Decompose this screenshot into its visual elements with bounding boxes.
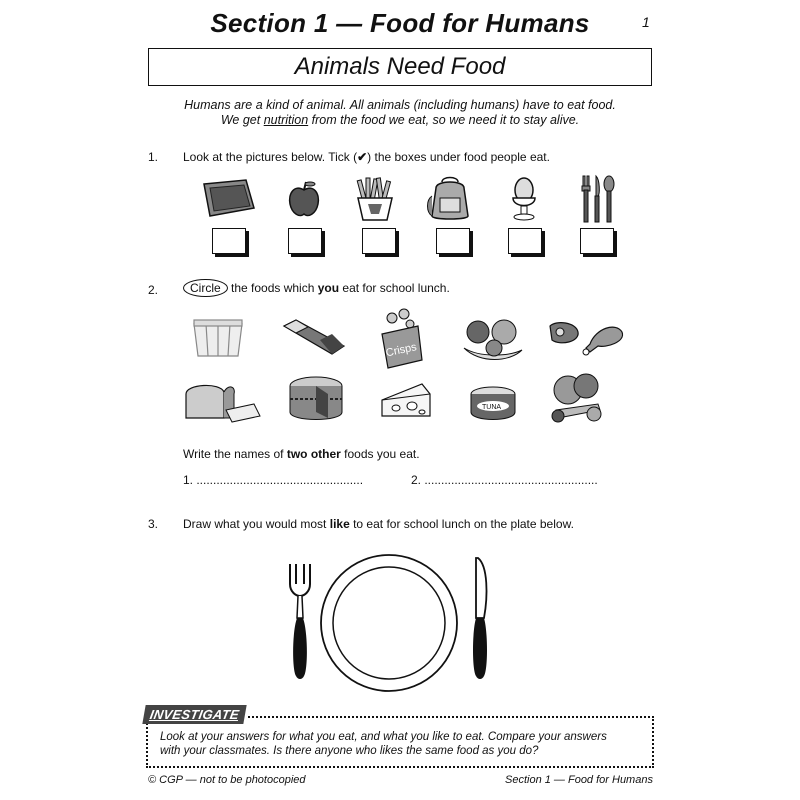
answer-line-2[interactable]: 2. ....................................................	[411, 473, 598, 487]
crisps-picture	[378, 308, 424, 370]
plate-picture[interactable]	[318, 552, 460, 694]
circled-word: Circle	[183, 279, 228, 297]
q2-text: Circle the foods which you eat for school lunch.	[183, 281, 450, 295]
tablet-picture	[196, 178, 258, 220]
investigate-top-border	[248, 716, 654, 718]
investigate-label: INVESTIGATE	[142, 705, 246, 724]
q1-number: 1.	[148, 150, 159, 164]
intro-line-2: We get nutrition from the food we eat, so we need it to stay alive.	[220, 113, 580, 127]
bread-picture	[180, 380, 262, 424]
tick-box-2[interactable]	[288, 228, 322, 254]
answer-line-1[interactable]: 1. ..................................................	[183, 473, 364, 487]
cutlery-picture	[578, 174, 618, 226]
tick-box-1[interactable]	[212, 228, 246, 254]
write-names-prompt: Write the names of two other foods you eat.	[183, 447, 420, 461]
fork-icon	[284, 562, 318, 682]
meat-picture	[546, 318, 626, 358]
tuna-label: TUNA	[482, 404, 502, 411]
vegetables-picture	[546, 370, 610, 428]
page-number: 1	[642, 14, 650, 30]
section-footer: Section 1 — Food for Humans	[505, 774, 653, 786]
copyright-footer: © CGP — not to be photocopied	[148, 774, 306, 786]
nutrition-word: nutrition	[263, 113, 309, 127]
tick-box-5[interactable]	[508, 228, 542, 254]
yogurt-pots-picture	[190, 318, 246, 362]
apple-picture	[286, 180, 322, 220]
fruit-picture	[460, 318, 526, 364]
tick-box-3[interactable]	[362, 228, 396, 254]
backpack-picture	[424, 176, 476, 222]
investigate-text: Look at your answers for what you eat, and what you like to eat. Compare your answers with your classmates. Is there anyone who likes the same food as you do?	[160, 731, 607, 757]
tuna-can-picture	[466, 384, 520, 424]
q3-number: 3.	[148, 517, 159, 531]
tick-box-4[interactable]	[436, 228, 470, 254]
cake-picture	[286, 374, 346, 424]
crisps-label: Crisps	[384, 341, 418, 360]
section-title: Section 1 — Food for Humans	[210, 8, 590, 38]
fries-picture	[352, 176, 398, 222]
q3-text: Draw what you would most like to eat for school lunch on the plate below.	[183, 517, 574, 531]
page-title: Animals Need Food	[148, 48, 652, 86]
chocolate-bar-picture	[280, 318, 348, 358]
egg-picture	[508, 176, 540, 222]
cheese-picture	[378, 380, 434, 422]
knife-icon	[468, 556, 492, 682]
q2-number: 2.	[148, 283, 159, 297]
q1-text: Look at the pictures below. Tick (✔) the boxes under food people eat.	[183, 150, 550, 164]
tick-icon: ✔	[357, 150, 368, 164]
tick-box-6[interactable]	[580, 228, 614, 254]
intro-line-1: Humans are a kind of animal. All animals (including humans) have to eat food.	[184, 98, 616, 112]
